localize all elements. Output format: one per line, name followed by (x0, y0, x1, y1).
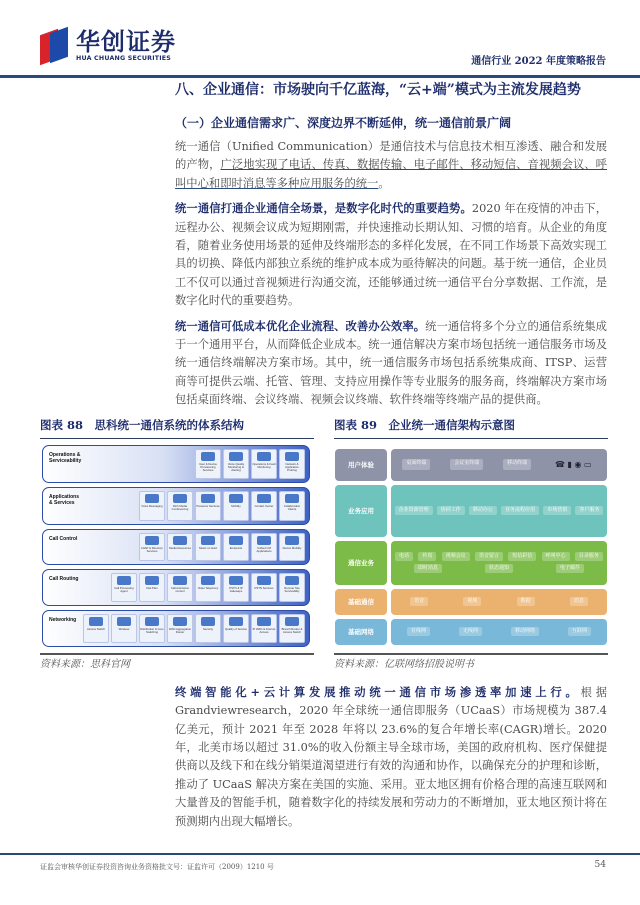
layer-label: Applications & Services (49, 493, 80, 506)
arch-item: 语音 (410, 597, 428, 606)
network-device-icon (201, 452, 215, 461)
layer-1 (42, 487, 310, 525)
layer-3 (42, 569, 310, 606)
component (223, 449, 249, 479)
arch-item: 短信彩信 (508, 552, 536, 561)
layer-items (195, 449, 305, 479)
paragraph-1 (175, 138, 607, 193)
arch-item: 即时消息 (414, 564, 442, 573)
component-label: Voice Messaging (141, 503, 163, 508)
underlined-text: 广泛地实现了电话、传真、数据传输、电子邮件、移动短信、音视频会议、呼叫中心和即时消息等多种应用服务的统一 (175, 158, 607, 190)
figure-88-diagram (40, 445, 314, 649)
arch-item: 协同工作 (437, 506, 465, 515)
layer-2 (42, 529, 310, 565)
component (167, 533, 193, 561)
component-label: User & Device Provisioning Services (199, 461, 217, 473)
layer-items (139, 491, 305, 521)
figure-88-source: 资料来源：思科官网 (40, 653, 314, 671)
component-label: Unified CM Applications (256, 545, 272, 553)
arch-item: 市场营销 (543, 506, 571, 515)
network-device-icon (229, 452, 243, 461)
bold-lead: 终端智能化+云计算发展推动统一通信市场渗透率加速上行。 (175, 684, 581, 699)
component-label: Branch Router & Access Switch (281, 626, 303, 634)
component-label: PSTN Services (254, 585, 274, 590)
arch-layer-body (391, 619, 607, 645)
arch-item: 移动办公 (469, 506, 497, 515)
arch-layer-3 (335, 589, 607, 615)
component-label: Collaboration Clients (283, 503, 301, 511)
figure-89-title: 图表 89 企业统一通信架构示意图 (334, 418, 608, 439)
component (223, 533, 249, 561)
network-device-icon (201, 617, 215, 626)
network-device-icon (201, 576, 215, 585)
component (251, 491, 277, 521)
component (139, 573, 165, 602)
component (251, 449, 277, 479)
arch-layer-label: 用户体验 (335, 449, 387, 481)
component (167, 491, 193, 521)
arch-layer-label: 通信业务 (335, 541, 387, 585)
component (139, 614, 165, 643)
component (251, 614, 277, 643)
figure-88 (40, 418, 314, 671)
text: 统一通信将多个分立的通信系统集成于一个通用平台，从而降低企业成本。统一通信解决方案市场包括统一通信服务市场及统一通信终端解决方案市场。其中，统一通信服务市场包括系统集成商、ITSP、运营商等可提供云端、托管、管理、支持应用操作等专业服务的服务商，终端解决方案市场包括桌面终端、会议终端、视频会议终端、软件终端等终端产品的提供商。 (175, 319, 607, 407)
layer-0 (42, 445, 310, 483)
component-label: Rich Media Conferencing (171, 503, 189, 511)
layer-label: Call Routing (49, 575, 79, 582)
paragraph-3 (175, 317, 607, 410)
arch-item: 有线网 (407, 627, 430, 636)
layer-4 (42, 610, 310, 647)
component-label: Voice Quality Monitoring & Alerting (227, 461, 245, 473)
layer-label: Operations & Serviceability (49, 451, 82, 464)
arch-item: 移动终端 (503, 459, 531, 470)
company-logo (40, 26, 176, 64)
component-label: Dial Plan (146, 585, 158, 590)
component-label: Call Admission Control (170, 585, 190, 593)
arch-item: 客户服务 (575, 506, 603, 515)
subsection-title: （一）企业通信需求广、深度边界不断延伸，统一通信前景广阔 (175, 116, 512, 130)
logo-text-cn: 华创证券 (76, 27, 176, 56)
logo-text-en: HUA CHUANG SECURITIES (76, 54, 172, 62)
arch-layer-body (391, 485, 607, 537)
network-device-icon (173, 576, 187, 585)
network-device-icon (145, 536, 159, 545)
logo-mark-icon (40, 26, 70, 64)
component-label: Network & Application Probing (285, 461, 299, 473)
network-device-icon (117, 617, 131, 626)
arch-layer-body (391, 541, 607, 585)
arch-layer-body (391, 589, 607, 615)
component (111, 614, 137, 643)
arch-item: 传真 (418, 552, 436, 561)
main-content (0, 80, 640, 831)
arch-layer-label: 基础网络 (335, 619, 387, 645)
network-device-icon (229, 536, 243, 545)
component-label: Contact Center (254, 503, 274, 508)
arch-item: 电子邮件 (556, 564, 584, 573)
arch-item: 电话 (395, 552, 413, 561)
bold-lead: 统一通信打通企业通信全场景，是数字化时代的重要趋势。 (175, 201, 472, 216)
component (195, 533, 221, 561)
component-label: Distribution & Core Switching (140, 626, 164, 634)
network-device-icon (285, 617, 299, 626)
network-device-icon (257, 536, 271, 545)
network-device-icon (257, 617, 271, 626)
arch-item: 呼叫中心 (542, 552, 570, 561)
network-device-icon (229, 494, 243, 503)
layer-items (111, 573, 305, 602)
bold-lead: 统一通信可低成本优化企业流程、改善办公效率。 (175, 318, 426, 333)
component-label: Operations & Fault Monitoring (252, 461, 276, 469)
arch-layer-2 (335, 541, 607, 585)
arch-layer-4 (335, 619, 607, 645)
component-label: LDAP & Directory Services (141, 545, 163, 553)
arch-item: 移动网络 (511, 627, 539, 636)
network-device-icon (229, 617, 243, 626)
figure-89-diagram (334, 445, 608, 649)
header-divider (0, 75, 640, 78)
network-device-icon (257, 576, 271, 585)
arch-item: 语音留言 (475, 552, 503, 561)
component (223, 491, 249, 521)
component (279, 449, 305, 479)
component-label: Access Switch (86, 626, 106, 631)
component (83, 614, 109, 643)
network-device-icon (89, 617, 103, 626)
arch-item: 目录服务 (575, 552, 603, 561)
text: 2020 年在疫情的冲击下，远程办公、视频会议成为短期刚需，并快速推动长期认知、习惯的培育。从企业的角度看，随着业务使用场景的延伸及终端形态的多样化发展，在不同工作场景下高效实现工具的切换、降低内部独立系统的维护成本成为亟待解决的问题。基于统一通信，企业员工不仅可以通过音视频进行沟通交流，还能够通过统一通信平台分享数据、工作流，是数字化时代的重要趋势。 (175, 202, 607, 308)
component (279, 614, 305, 643)
component (195, 614, 221, 643)
component-label: WAN Aggregation Router (168, 626, 192, 634)
component-label: Mobility (231, 503, 241, 508)
report-title: 通信行业 2022 年度策略报告 (471, 56, 606, 67)
paragraph-2 (175, 199, 607, 310)
network-device-icon (285, 494, 299, 503)
arch-layer-body (391, 449, 607, 481)
arch-item: 业务流程应用 (501, 506, 539, 515)
component (223, 614, 249, 643)
layer-label: Call Control (49, 535, 78, 542)
component (251, 573, 277, 602)
text: 。 (378, 176, 390, 190)
component-label: IP WAN & Internet Access (252, 626, 276, 634)
network-device-icon (145, 617, 159, 626)
arch-item: 视频会议 (442, 552, 470, 561)
terminal-devices-icon: ☎ ▮ ◉ ▭ (555, 460, 592, 470)
network-device-icon (173, 494, 187, 503)
arch-layer-label: 基础通信 (335, 589, 387, 615)
network-device-icon (173, 536, 187, 545)
arch-item: 视频 (463, 597, 481, 606)
figure-89 (334, 418, 608, 671)
component (279, 573, 305, 602)
component (139, 533, 165, 561)
component (167, 573, 193, 602)
arch-item: 会议室终端 (450, 459, 483, 470)
component (195, 449, 221, 479)
arch-item: 企业资源管理 (395, 506, 433, 515)
component (167, 614, 193, 643)
component-label: Quality of Service (225, 626, 247, 631)
network-device-icon (257, 452, 271, 461)
arch-item: 无线网 (459, 627, 482, 636)
component (195, 491, 221, 521)
network-device-icon (285, 536, 299, 545)
component (251, 533, 277, 561)
figure-89-source: 资料来源：亿联网络招股说明书 (334, 653, 608, 671)
network-device-icon (201, 536, 215, 545)
layer-label: Networking (49, 616, 77, 623)
network-device-icon (257, 494, 271, 503)
component (111, 573, 137, 602)
network-device-icon (285, 576, 299, 585)
arch-layer-label: 业务应用 (335, 485, 387, 537)
component-label: Wireless (118, 626, 130, 631)
component (139, 491, 165, 521)
component-label: Video Telephony (197, 585, 219, 590)
network-device-icon (145, 576, 159, 585)
component-label: Music on Hold (199, 545, 217, 550)
network-device-icon (229, 576, 243, 585)
arch-layer-1 (335, 485, 607, 537)
page-number: 54 (594, 860, 606, 870)
component (279, 533, 305, 561)
arch-item: 状态通知 (485, 564, 513, 573)
component-label: Remote Site Survivability (284, 585, 300, 593)
component-label: Device Mobility (282, 545, 302, 550)
figures-row (40, 418, 608, 671)
network-device-icon (201, 494, 215, 503)
component-label: Endpoints (229, 545, 243, 550)
arch-item: 数据 (517, 597, 535, 606)
arch-item: 消息 (570, 597, 588, 606)
component-label: Security (202, 626, 214, 631)
arch-layer-0 (335, 449, 607, 481)
component-label: Media Resources (169, 545, 191, 550)
component-label: Presence Services (196, 503, 220, 508)
figure-88-title: 图表 88 思科统一通信系统的体系结构 (40, 418, 314, 439)
component (195, 573, 221, 602)
footer-license: 证监会审核华创证券投资咨询业务资格批文号：证监许可（2009）1210 号 (40, 863, 274, 871)
component-label: PSTN & IP Gateways (229, 585, 243, 593)
network-device-icon (285, 452, 299, 461)
arch-item: 互联网 (568, 627, 591, 636)
layer-items (83, 614, 305, 643)
arch-item: 桌面终端 (402, 459, 430, 470)
text: 根据 Grandviewresearch，2020 年全球统一通信即服务（UCaaS）市场规模为 387.4 亿美元，预计 2021 年至 2028 年将以 23.6%的复合年增长率(CAGR)增长。2020 年，北美市场以超过 31.0%的收入份额主导全球市场，美国的政府机构、医疗保健提供商以及线下和在线分销渠道渴望进行有效的沟通和协作，以确保充分的护理和诊断，推动了 UCaaS 解决方案在美国的实施、采用。亚太地区拥有价格合理的高速互联网和大量普及的智能手机，随着数字化的持续发展和劳动力的不断增加，亚太地区预计将在预测期内出现大幅增长。 (175, 685, 607, 828)
text: 统一通信（Unified Communication）是通信技术与信息技术相互渗透、融合和发展的产物， (175, 140, 607, 172)
network-device-icon (117, 576, 131, 585)
component (223, 573, 249, 602)
component (279, 491, 305, 521)
network-device-icon (145, 494, 159, 503)
layer-items (139, 533, 305, 561)
paragraph-4 (175, 683, 607, 831)
section-title: 八、企业通信：市场驶向千亿蓝海，“云+端”模式为主流发展趋势 (175, 82, 581, 98)
network-device-icon (173, 617, 187, 626)
component-label: Call Processing Agent (114, 585, 134, 593)
footer-divider (0, 853, 640, 855)
